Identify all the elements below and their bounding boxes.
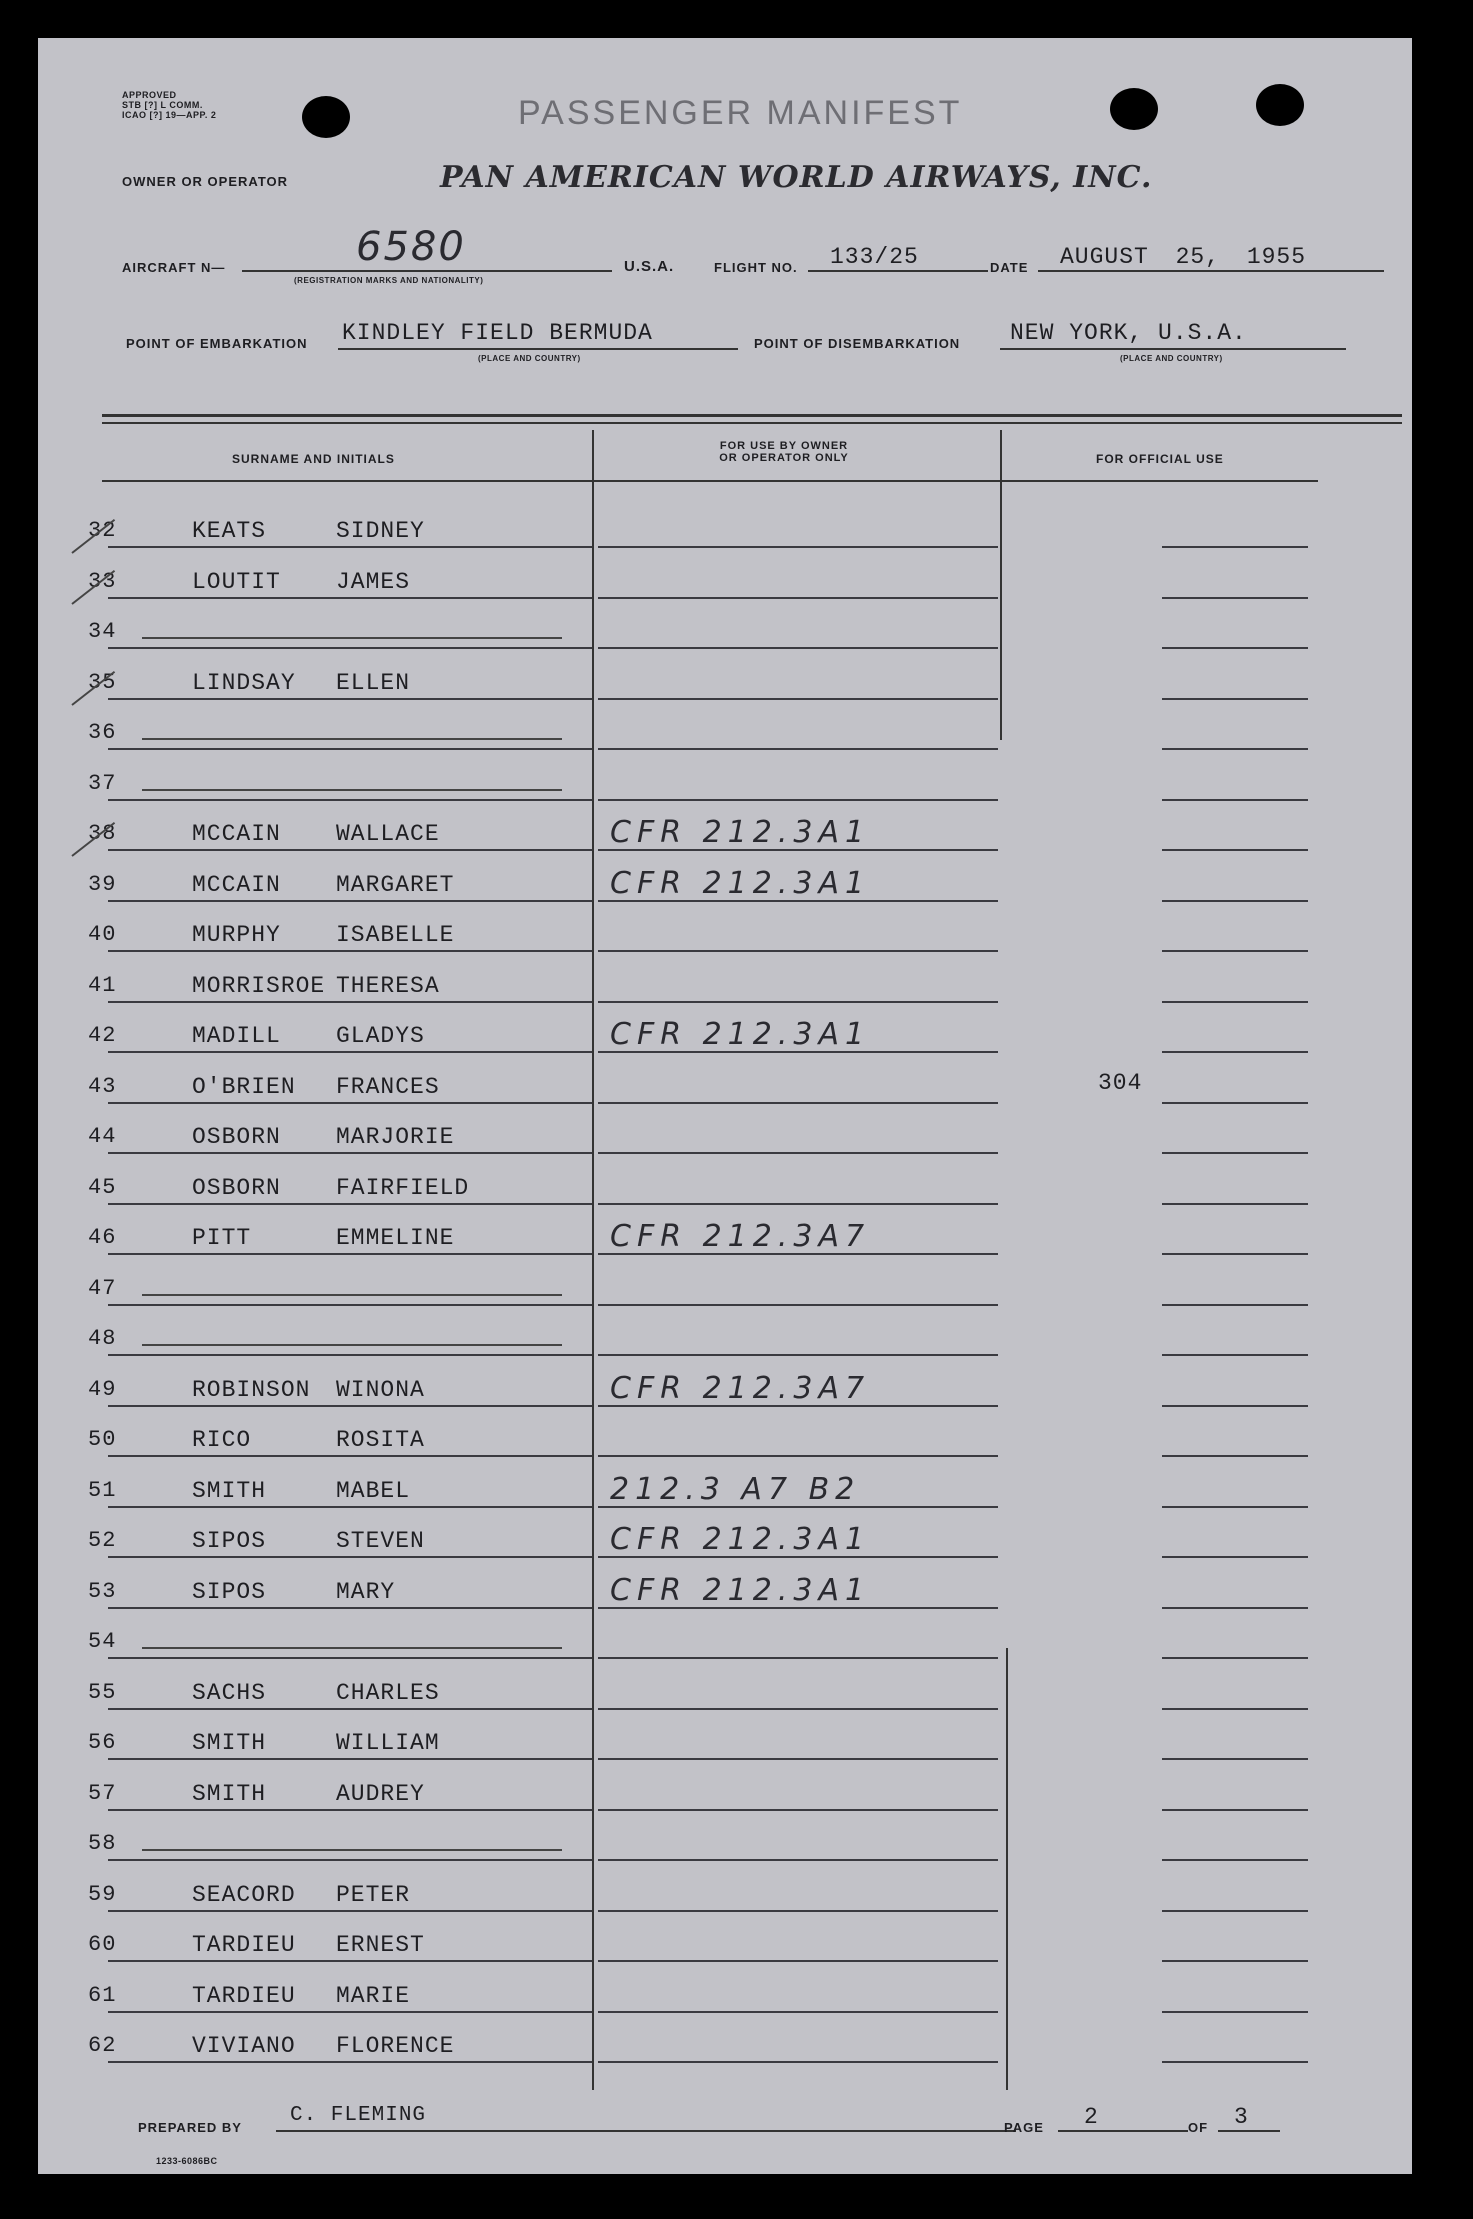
approval-block [122, 90, 216, 120]
row-number: 42 [88, 1023, 117, 1048]
row-number: 56 [88, 1730, 117, 1755]
row-underline [598, 1960, 998, 1962]
operator-note: CFR 212.3A1 [610, 1017, 871, 1052]
void-row-strike [142, 1647, 562, 1649]
row-underline [1162, 1657, 1308, 1659]
passenger-given-name: STEVEN [336, 1528, 425, 1554]
row-underline [1162, 799, 1308, 801]
row-underline [598, 799, 998, 801]
row-number: 36 [88, 720, 117, 745]
row-underline [108, 546, 592, 548]
official-note: 304 [1098, 1069, 1143, 1096]
passenger-given-name: EMMELINE [336, 1225, 455, 1251]
row-underline [598, 1708, 998, 1710]
manifest-paper [38, 38, 1412, 2174]
operator-note: CFR 212.3A1 [610, 1522, 871, 1557]
row-underline [108, 1152, 592, 1154]
row-underline [1162, 900, 1308, 902]
row-underline [1162, 1001, 1308, 1003]
passenger-given-name: ELLEN [336, 669, 411, 696]
passenger-given-name: AUDREY [336, 1780, 425, 1807]
row-number: 46 [88, 1225, 117, 1250]
approval-line: ICAO [?] 19—APP. 2 [122, 110, 217, 120]
row-underline [108, 950, 592, 952]
passenger-given-name: FAIRFIELD [336, 1174, 470, 1201]
passenger-given-name: ROSITA [336, 1427, 425, 1453]
row-underline [1162, 1758, 1308, 1760]
row-underline [598, 1455, 998, 1457]
void-row-strike [142, 789, 562, 791]
row-underline [108, 1001, 592, 1003]
passenger-given-name: FRANCES [336, 1073, 440, 1100]
row-underline [1162, 849, 1308, 851]
row-underline [598, 1304, 998, 1306]
row-number: 59 [88, 1881, 117, 1907]
punch-hole [302, 96, 350, 138]
passenger-surname: MADILL [192, 1023, 281, 1049]
passenger-surname: RICO [192, 1427, 252, 1453]
row-underline [1162, 1455, 1308, 1457]
row-underline [1162, 748, 1308, 750]
passenger-given-name: MARY [336, 1578, 396, 1605]
passenger-surname: SIPOS [192, 1528, 267, 1554]
row-number: 50 [88, 1427, 117, 1452]
passenger-given-name: THERESA [336, 972, 440, 999]
row-underline [1162, 1556, 1308, 1558]
row-underline [1162, 1809, 1308, 1811]
disembark-label: POINT OF DISEMBARKATION [754, 336, 961, 351]
passenger-surname: SMITH [192, 1477, 267, 1504]
row-underline [108, 1910, 592, 1912]
row-underline [598, 1051, 998, 1053]
row-underline [108, 2061, 592, 2063]
row-underline [1162, 2011, 1308, 2013]
row-number: 53 [88, 1578, 117, 1604]
row-underline [598, 748, 998, 750]
column-divider [592, 430, 594, 2090]
void-row-strike [142, 1849, 562, 1851]
row-underline [1162, 647, 1308, 649]
aircraft-label: AIRCRAFT N— [122, 260, 226, 275]
header-rule [102, 422, 1402, 424]
row-underline [598, 2011, 998, 2013]
of-underline [1218, 2130, 1280, 2132]
passenger-given-name: MARJORIE [336, 1124, 455, 1150]
row-number: 34 [88, 619, 117, 644]
void-row-strike [142, 1294, 562, 1296]
column-header-rule [102, 480, 1318, 482]
row-underline [598, 1859, 998, 1861]
prepared-value: C. FLEMING [290, 2104, 427, 2127]
row-underline [598, 950, 998, 952]
disembark-underline [1000, 348, 1346, 350]
passenger-surname: MCCAIN [192, 821, 281, 847]
prepared-label: PREPARED BY [138, 2120, 242, 2135]
row-underline [1162, 1253, 1308, 1255]
page-title: PASSENGER MANIFEST [518, 94, 963, 132]
row-underline [108, 1960, 592, 1962]
row-underline [108, 698, 592, 700]
passenger-surname: OSBORN [192, 1124, 281, 1150]
passenger-surname: TARDIEU [192, 1982, 296, 2009]
aircraft-value: 6580 [356, 224, 466, 270]
col-owner-use-line: OR OPERATOR ONLY [719, 452, 849, 464]
embark-underline [338, 348, 738, 350]
row-underline [598, 597, 998, 599]
col-surname-header: SURNAME AND INITIALS [232, 452, 395, 466]
row-underline [1162, 1960, 1308, 1962]
row-underline [598, 546, 998, 548]
row-underline [108, 1354, 592, 1356]
row-underline [598, 1405, 998, 1407]
row-underline [598, 1657, 998, 1659]
row-underline [1162, 1910, 1308, 1912]
approval-line: APPROVED [122, 90, 177, 100]
row-number: 39 [88, 871, 117, 897]
aircraft-sublabel: (REGISTRATION MARKS AND NATIONALITY) [294, 276, 484, 285]
row-number: 55 [88, 1679, 117, 1705]
row-underline [598, 849, 998, 851]
embark-label: POINT OF EMBARKATION [126, 336, 308, 351]
passenger-given-name: WINONA [336, 1376, 425, 1403]
row-number: 38 [88, 821, 117, 846]
passenger-given-name: ERNEST [336, 1932, 425, 1958]
col-official-header: FOR OFFICIAL USE [1096, 452, 1224, 466]
usa-label: U.S.A. [624, 258, 675, 275]
punch-hole [1110, 88, 1158, 130]
row-underline [1162, 1102, 1308, 1104]
passenger-surname: SMITH [192, 1780, 267, 1807]
row-underline [1162, 1354, 1308, 1356]
void-row-strike [142, 738, 562, 740]
approval-line: STB [?] L COMM. [122, 100, 203, 110]
row-underline [108, 1304, 592, 1306]
passenger-surname: TARDIEU [192, 1932, 296, 1958]
row-number: 61 [88, 1982, 117, 2008]
passenger-surname: MORRISROE [192, 972, 326, 999]
row-number: 47 [88, 1275, 117, 1301]
operator-note: CFR 212.3A1 [610, 865, 871, 901]
passenger-surname: O'BRIEN [192, 1073, 296, 1100]
row-underline [108, 1253, 592, 1255]
passenger-surname: SIPOS [192, 1578, 267, 1605]
col-owner-use-line: FOR USE BY OWNER [719, 440, 849, 452]
col-owner-use-header [704, 440, 864, 464]
passenger-surname: SACHS [192, 1679, 267, 1706]
row-underline [598, 1506, 998, 1508]
row-number: 57 [88, 1780, 117, 1806]
passenger-given-name: CHARLES [336, 1679, 440, 1706]
aircraft-underline [242, 270, 612, 272]
void-row-strike [142, 1344, 562, 1346]
row-number: 51 [88, 1477, 117, 1503]
passenger-surname: VIVIANO [192, 2033, 296, 2059]
date-underline [1038, 270, 1384, 272]
row-underline [598, 1809, 998, 1811]
passenger-surname: PITT [192, 1225, 252, 1251]
row-number: 37 [88, 770, 117, 796]
row-underline [598, 1001, 998, 1003]
page-label: PAGE [1004, 2120, 1044, 2135]
row-underline [1162, 546, 1308, 548]
flight-no-label: FLIGHT NO. [714, 260, 798, 275]
row-underline [108, 597, 592, 599]
row-number: 58 [88, 1831, 117, 1856]
row-underline [108, 1556, 592, 1558]
row-underline [1162, 1708, 1308, 1710]
row-underline [1162, 1506, 1308, 1508]
row-underline [108, 1051, 592, 1053]
row-underline [598, 1102, 998, 1104]
passenger-given-name: ISABELLE [336, 922, 455, 948]
page-value: 2 [1084, 2104, 1099, 2130]
owner-label: OWNER OR OPERATOR [122, 174, 289, 189]
row-number: 45 [88, 1174, 117, 1200]
passenger-surname: ROBINSON [192, 1376, 311, 1403]
passenger-given-name: GLADYS [336, 1023, 425, 1049]
header-rule [102, 414, 1402, 417]
column-divider [1006, 1648, 1008, 2090]
row-underline [1162, 597, 1308, 599]
row-underline [108, 647, 592, 649]
operator-note: CFR 212.3A7 [610, 1219, 871, 1254]
row-underline [1162, 2061, 1308, 2063]
embark-sublabel: (PLACE AND COUNTRY) [478, 354, 581, 363]
column-divider [1000, 430, 1002, 740]
row-number: 49 [88, 1376, 117, 1402]
punch-hole [1256, 84, 1304, 126]
of-label: OF [1188, 2120, 1209, 2135]
row-underline [1162, 1405, 1308, 1407]
row-underline [598, 1253, 998, 1255]
row-underline [108, 1455, 592, 1457]
row-number: 41 [88, 972, 117, 998]
row-number: 43 [88, 1073, 117, 1099]
row-underline [598, 900, 998, 902]
row-underline [1162, 1152, 1308, 1154]
row-underline [598, 1152, 998, 1154]
passenger-given-name: JAMES [336, 568, 411, 595]
row-underline [1162, 698, 1308, 700]
row-underline [598, 1203, 998, 1205]
flight-no-value: 133/25 [830, 244, 919, 270]
row-underline [598, 1758, 998, 1760]
of-value: 3 [1234, 2104, 1249, 2130]
passenger-given-name: PETER [336, 1881, 411, 1908]
passenger-surname: KEATS [192, 518, 267, 544]
row-underline [108, 1607, 592, 1609]
void-row-strike [142, 637, 562, 639]
row-underline [108, 1809, 592, 1811]
operator-note: 212.3 A7 B2 [610, 1471, 861, 1507]
disembark-sublabel: (PLACE AND COUNTRY) [1120, 354, 1223, 363]
embark-value: KINDLEY FIELD BERMUDA [342, 320, 653, 346]
page-underline [1058, 2130, 1188, 2132]
row-underline [598, 698, 998, 700]
row-underline [108, 1506, 592, 1508]
passenger-given-name: MABEL [336, 1477, 411, 1504]
passenger-given-name: MARIE [336, 1982, 411, 2009]
row-underline [108, 748, 592, 750]
row-underline [108, 1102, 592, 1104]
row-number: 62 [88, 2033, 117, 2058]
flight-no-underline [808, 270, 988, 272]
passenger-given-name: WALLACE [336, 821, 440, 847]
date-label: DATE [990, 260, 1029, 275]
row-underline [1162, 1859, 1308, 1861]
date-value: AUGUST 25, 1955 [1060, 244, 1307, 270]
passenger-given-name: WILLIAM [336, 1730, 440, 1756]
disembark-value: NEW YORK, U.S.A. [1010, 320, 1247, 346]
row-underline [108, 900, 592, 902]
row-underline [598, 647, 998, 649]
row-underline [108, 1405, 592, 1407]
operator-note: CFR 212.3A1 [610, 1572, 871, 1608]
row-underline [598, 1354, 998, 1356]
passenger-surname: LINDSAY [192, 669, 296, 696]
row-underline [108, 1859, 592, 1861]
passenger-given-name: SIDNEY [336, 518, 425, 544]
row-underline [108, 2011, 592, 2013]
passenger-surname: LOUTIT [192, 568, 281, 595]
operator-note: CFR 212.3A7 [610, 1370, 871, 1406]
row-underline [598, 1556, 998, 1558]
row-number: 35 [88, 669, 117, 695]
passenger-surname: SEACORD [192, 1881, 296, 1908]
row-underline [598, 2061, 998, 2063]
row-number: 44 [88, 1124, 117, 1149]
row-underline [1162, 1607, 1308, 1609]
row-underline [108, 849, 592, 851]
row-underline [108, 799, 592, 801]
row-underline [598, 1910, 998, 1912]
form-code: 1233-6086BC [156, 2156, 218, 2166]
row-underline [108, 1203, 592, 1205]
operator-note: CFR 212.3A1 [610, 815, 871, 850]
row-number: 52 [88, 1528, 117, 1553]
row-underline [1162, 1051, 1308, 1053]
passenger-surname: SMITH [192, 1730, 267, 1756]
row-underline [108, 1758, 592, 1760]
row-underline [108, 1657, 592, 1659]
prepared-underline [276, 2130, 1016, 2132]
owner-value: PAN AMERICAN WORLD AIRWAYS, INC. [440, 160, 1153, 195]
row-number: 54 [88, 1629, 117, 1654]
passenger-surname: OSBORN [192, 1174, 281, 1201]
row-number: 33 [88, 568, 117, 594]
row-underline [108, 1708, 592, 1710]
passenger-given-name: MARGARET [336, 871, 455, 898]
row-number: 60 [88, 1932, 117, 1957]
row-underline [1162, 950, 1308, 952]
passenger-surname: MCCAIN [192, 871, 281, 898]
row-underline [1162, 1203, 1308, 1205]
passenger-surname: MURPHY [192, 922, 281, 948]
row-number: 32 [88, 518, 117, 543]
row-underline [598, 1607, 998, 1609]
row-number: 40 [88, 922, 117, 947]
row-number: 48 [88, 1326, 117, 1351]
row-underline [1162, 1304, 1308, 1306]
passenger-given-name: FLORENCE [336, 2033, 455, 2059]
